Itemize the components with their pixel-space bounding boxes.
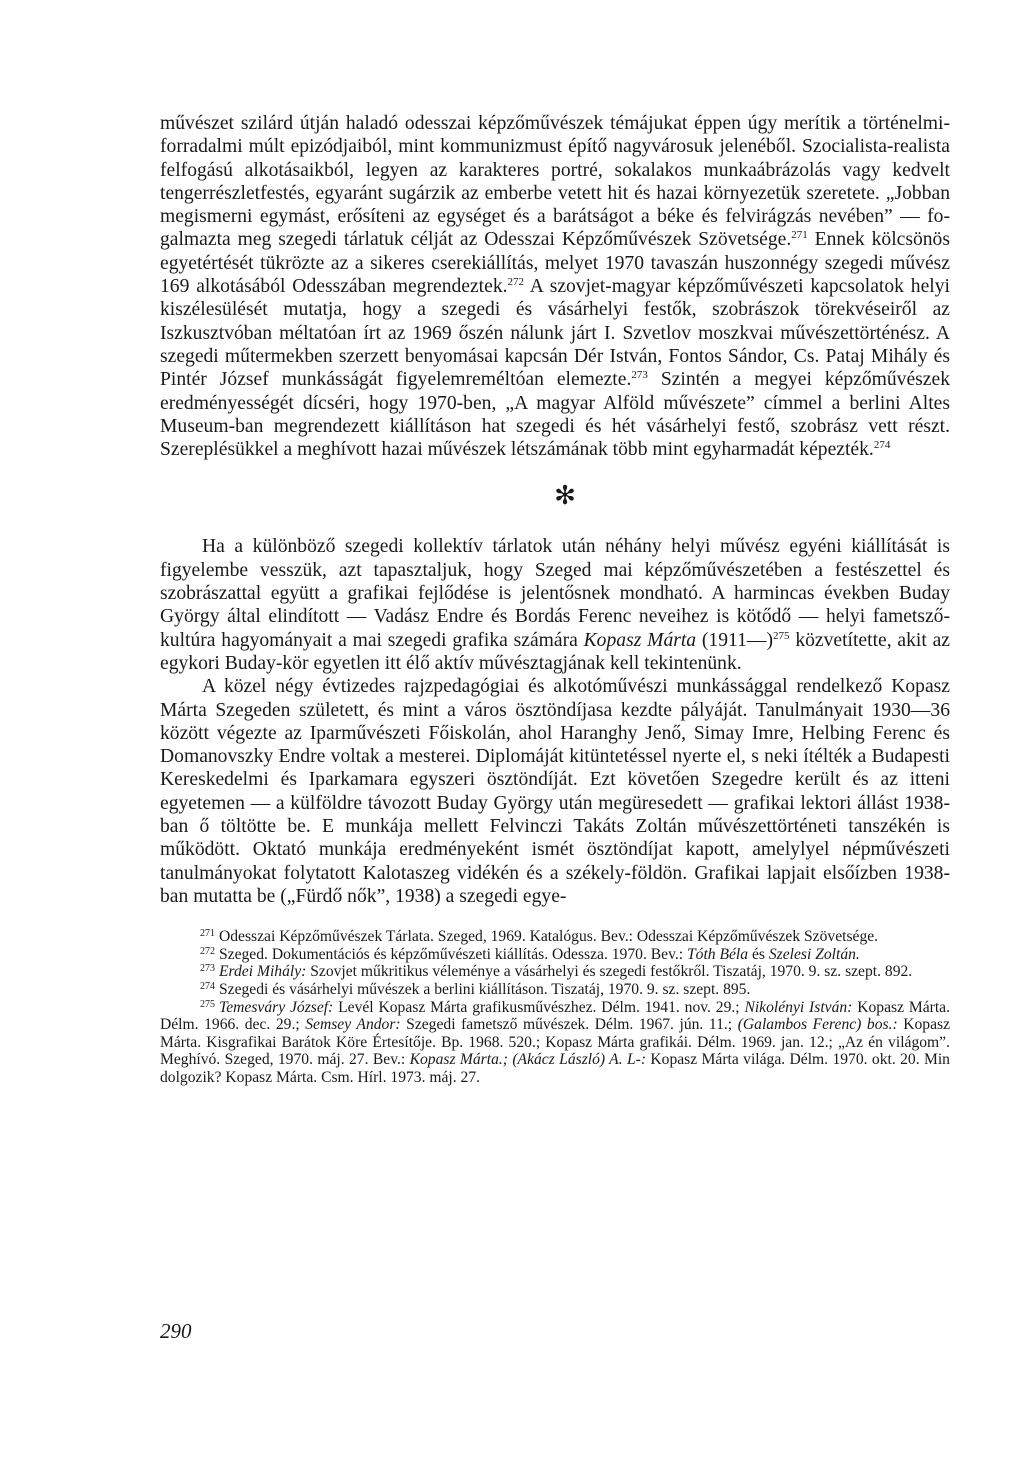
footnote-text: Szegedi fametsző művészek. Délm. 1967. jún. 11.;: [400, 1016, 738, 1034]
author-name: Semsey Andor:: [305, 1016, 401, 1034]
footnote-text: Kopasz Márta. Kisgrafikai Barátok Köre Értesítője. Bp. 1968. 520.; Kopasz Márta grafikái. Délm. 1969. jan. 12.; „Az én világom”. Meghívó. Szeged, 1970. máj. 27. Bev.:: [160, 1016, 951, 1069]
footnote-text: Szeged. Dokumentációs és képzőművészeti kiállítás. Odessza. 1970. Bev.:: [219, 945, 687, 963]
footnote-number: 274: [200, 980, 215, 992]
footnote-ref-273[interactable]: 273: [631, 369, 648, 382]
footnote-ref-274[interactable]: 274: [873, 439, 891, 452]
author-name: Tóth Béla: [686, 945, 749, 963]
author-name: Szelesi Zoltán.: [768, 945, 860, 963]
footnote-275: [160, 999, 950, 1087]
artist-name: Kopasz Márta: [583, 629, 697, 651]
footnote-number: 272: [200, 945, 215, 957]
page-content: [160, 112, 950, 1087]
author-name: Kopasz Márta.; (Akácz László) A. L-:: [409, 1051, 647, 1069]
author-name: Erdei Mihály:: [219, 963, 307, 981]
text-run: A szovjet-magyar képzőművészeti kapcsolatok helyi kiszélesülését mutatja, hogy a szegedi és vásárhelyi festők, szobrászok törekvéseiről az Iszkusztvóban méltatóan írt az 1969 őszén nálunk járt I. Szvetlov moszkvai művészettörténész. A szegedi műtermekben szerzett benyomásai kapcsán Dér István, Fontos Sándor, Cs. Pataj Mihály és Pintér József munkásságát figyelemreméltóan elemezte.: [160, 276, 950, 391]
text-run: Szintén a megyei képzőművészek eredményességét dícséri, hogy 1970-ben, „A magyar Alföld művészete” címmel a berlini Altes Museum-ban megrendezett kiállításon hat szegedi és hét vásárhelyi festő, szobrász vett részt. Szereplésükkel a meghívott hazai művészek létszámának több mint egyharmadát képezték.: [160, 369, 950, 461]
footnote-text: Odesszai Képzőművészek Tárlata. Szeged, 1969. Katalógus. Bev.: Odesszai Képzőművészek Szövetsége.: [219, 928, 879, 946]
text-run: Ha a különböző szegedi kollektív tárlatok után néhány helyi művész egyéni kiállítását is figyelembe vesszük, azt tapasztaljuk, hogy Szeged mai képzőművészetében a festészettel és szobrászattal együtt a grafikai fejlődése is jelentősnek mondható. A harmincas években Buday György által elindított — Vadász Endre és Bordás Ferenc neveihez is kötődő — helyi fametsző-kultúra hagyományait a mai szegedi grafika számára: [160, 536, 950, 651]
footnote-text: és: [748, 945, 769, 963]
footnote-ref-271[interactable]: 271: [791, 229, 808, 242]
footnote-ref-275[interactable]: 275: [773, 629, 790, 642]
footnote-272: [160, 946, 950, 964]
footnote-ref-272[interactable]: 272: [507, 276, 525, 289]
body-paragraph-3: A közel négy évtizedes rajzpedagógiai és alkotóművészi munkássággal rendelkező Kopasz Márta Szegeden született, és mint a város ösztöndíjasa kezdte pályáját. Tanulmányait 1930—36 között végezte az Iparművészeti Főiskolán, ahol Haranghy Jenő, Simay Imre, Helbing Ferenc és Domanovszky Endre voltak a mesterei. Diplomáját kitüntetéssel nyerte el, s neki ítélték a Budapesti Kereskedelmi és Iparkamara egyszeri ösztöndíját. Ezt követően Szegedre került és az itteni egyetemen — a külföldre távozott Buday György után megüresedett — grafikai lektori állást 1938-ban ő töltötte be. E munkája mellett Felvinczi Takáts Zoltán művészettörténeti tanszékén is működött. Oktató munkája eredményeként ismét ösztöndíjat kapott, amelylyel népművészeti tanulmányokat folytatott Kalotaszeg vidékén és a székely-földön. Grafikai lapjait elsőízben 1938-ban mutatta be („Fürdő nők”, 1938) a szegedi egye-: [160, 676, 950, 907]
footnote-271: [160, 928, 950, 946]
footnote-number: 271: [200, 928, 215, 940]
author-name: (Galambos Ferenc) bos.:: [737, 1016, 898, 1034]
footnote-text: Levél Kopasz Márta grafikusművészhez. Délm. 1941. nov. 29.;: [333, 998, 745, 1016]
body-paragraph-1: [160, 112, 950, 461]
text-run: közvetítette, akit az egykori Buday-kör egyetlen itt élő aktív művésztagjának kell tekintenünk.: [160, 629, 950, 674]
footnote-text: Szovjet műkritikus véleménye a vásárhelyi és szegedi festőkről. Tiszatáj, 1970. 9. sz. szept. 892.: [306, 963, 913, 981]
author-name: Nikolényi István:: [744, 998, 853, 1016]
footnote-number: 273: [200, 963, 215, 975]
footnote-273: [160, 963, 950, 981]
text-run: művészet szilárd útján haladó odesszai képzőművészek témájukat éppen úgy merítik a történelmi-forradalmi múlt epizódjaiból, mint kommunizmust építő nagyvárosuk jelenéből. Szocialista-realista felfogású alkotásaikból, legyen az karakteres portré, sokalakos munkaábrázolás vagy kedvelt tengerrészletfestés, egyaránt sugárzik az emberbe vetett hit és hazai környezetük szeretete. „Jobban megismerni egymást, erősíteni az egységet és a barátságot a béke és felvirágzás nevében” — fogalmazta meg szegedi tárlatuk célját az Odesszai Képzőművészek Szövetsége.: [160, 113, 950, 251]
footnotes: [160, 928, 950, 1086]
text-run: Ennek kölcsönös egyetértését tükrözte az a sikeres cserekiállítás, melyet 1970 tavaszán huszonnégy szegedi művész 169 alkotásából Odesszában megrendeztek.: [160, 229, 950, 298]
body-paragraph-2: [160, 535, 950, 675]
page-number: 290: [160, 1319, 192, 1343]
section-divider-asterisk-icon: ✻: [554, 481, 576, 512]
footnote-text: Szegedi és vásárhelyi művészek a berlini kiállításon. Tiszatáj, 1970. 9. sz. szept. 895.: [219, 980, 751, 998]
footnote-number: 275: [200, 998, 215, 1010]
text-run: (1911—): [696, 629, 774, 651]
footnote-274: [160, 981, 950, 999]
footnote-text: Kopasz Márta világa. Délm. 1970. okt. 20. Min dolgozik? Kopasz Márta. Csm. Hírl. 1973. máj. 27.: [160, 1051, 950, 1086]
footnote-text: Kopasz Márta. Délm. 1966. dec. 29.;: [160, 998, 950, 1034]
author-name: Temesváry József:: [219, 998, 334, 1016]
